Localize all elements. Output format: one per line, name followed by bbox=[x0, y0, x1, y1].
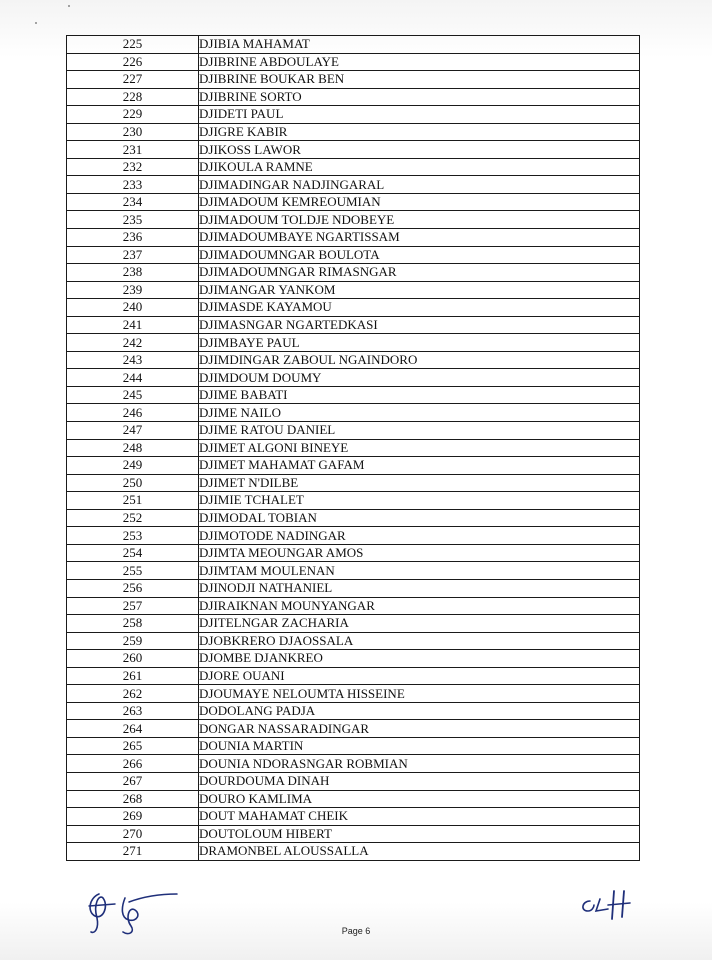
person-name: DJIBRINE SORTO bbox=[199, 88, 640, 106]
person-name: DOURDOUMA DINAH bbox=[199, 772, 640, 790]
table-row bbox=[67, 492, 640, 510]
row-number: 257 bbox=[67, 597, 199, 615]
person-name: DJIMADOUMNGAR RIMASNGAR bbox=[199, 264, 640, 282]
table-row bbox=[67, 404, 640, 422]
table-row bbox=[67, 474, 640, 492]
table-row bbox=[67, 36, 640, 54]
person-name: DJOBKRERO DJAOSSALA bbox=[199, 632, 640, 650]
table-row bbox=[67, 422, 640, 440]
row-number: 237 bbox=[67, 246, 199, 264]
row-number: 247 bbox=[67, 422, 199, 440]
person-name: DOUNIA NDORASNGAR ROBMIAN bbox=[199, 755, 640, 773]
row-number: 264 bbox=[67, 720, 199, 738]
row-number: 256 bbox=[67, 579, 199, 597]
person-name: DONGAR NASSARADINGAR bbox=[199, 720, 640, 738]
row-number: 229 bbox=[67, 106, 199, 124]
person-name: DJIME BABATI bbox=[199, 386, 640, 404]
row-number: 260 bbox=[67, 650, 199, 668]
person-name: DJIKOSS LAWOR bbox=[199, 141, 640, 159]
person-name: DJIMET MAHAMAT GAFAM bbox=[199, 457, 640, 475]
row-number: 252 bbox=[67, 509, 199, 527]
row-number: 238 bbox=[67, 264, 199, 282]
person-name: DJIMTA MEOUNGAR AMOS bbox=[199, 544, 640, 562]
table-row bbox=[67, 88, 640, 106]
row-number: 226 bbox=[67, 53, 199, 71]
person-name: DJIRAIKNAN MOUNYANGAR bbox=[199, 597, 640, 615]
table-row bbox=[67, 790, 640, 808]
person-name: DJINODJI NATHANIEL bbox=[199, 579, 640, 597]
person-name: DJIMADINGAR NADJINGARAL bbox=[199, 176, 640, 194]
table-row bbox=[67, 123, 640, 141]
person-name: DJIMASNGAR NGARTEDKASI bbox=[199, 316, 640, 334]
person-name: DJORE OUANI bbox=[199, 667, 640, 685]
table-row bbox=[67, 334, 640, 352]
table-row bbox=[67, 176, 640, 194]
person-name: DJIMOTODE NADINGAR bbox=[199, 527, 640, 545]
table-row bbox=[67, 562, 640, 580]
person-name: DJIMBAYE PAUL bbox=[199, 334, 640, 352]
table-row bbox=[67, 720, 640, 738]
table-row bbox=[67, 755, 640, 773]
table-row bbox=[67, 264, 640, 282]
table-row bbox=[67, 316, 640, 334]
person-name: DJOMBE DJANKREO bbox=[199, 650, 640, 668]
person-name: DJIMET ALGONI BINEYE bbox=[199, 439, 640, 457]
row-number: 263 bbox=[67, 702, 199, 720]
row-number: 258 bbox=[67, 615, 199, 633]
table-row bbox=[67, 650, 640, 668]
person-name: DOURO KAMLIMA bbox=[199, 790, 640, 808]
page-number: Page 6 bbox=[341, 926, 371, 936]
scan-speck bbox=[68, 5, 70, 7]
table-row bbox=[67, 579, 640, 597]
table-row bbox=[67, 386, 640, 404]
scan-speck bbox=[35, 22, 37, 24]
table-row bbox=[67, 71, 640, 89]
row-number: 239 bbox=[67, 281, 199, 299]
table-row bbox=[67, 246, 640, 264]
person-name: DJIGRE KABIR bbox=[199, 123, 640, 141]
row-number: 236 bbox=[67, 229, 199, 247]
person-name: DJIMDINGAR ZABOUL NGAINDORO bbox=[199, 351, 640, 369]
row-number: 241 bbox=[67, 316, 199, 334]
person-name: DODOLANG PADJA bbox=[199, 702, 640, 720]
person-name: DOUNIA MARTIN bbox=[199, 737, 640, 755]
row-number: 266 bbox=[67, 755, 199, 773]
table-row bbox=[67, 702, 640, 720]
table-row bbox=[67, 299, 640, 317]
row-number: 253 bbox=[67, 527, 199, 545]
table-row bbox=[67, 53, 640, 71]
row-number: 231 bbox=[67, 141, 199, 159]
table-row bbox=[67, 597, 640, 615]
table-row bbox=[67, 158, 640, 176]
roster-table-body bbox=[67, 36, 640, 861]
person-name: DJIMADOUMNGAR BOULOTA bbox=[199, 246, 640, 264]
person-name: DJIMADOUMBAYE NGARTISSAM bbox=[199, 229, 640, 247]
row-number: 227 bbox=[67, 71, 199, 89]
row-number: 233 bbox=[67, 176, 199, 194]
table-row bbox=[67, 229, 640, 247]
table-row bbox=[67, 509, 640, 527]
row-number: 250 bbox=[67, 474, 199, 492]
table-row bbox=[67, 632, 640, 650]
person-name: DJIMADOUM TOLDJE NDOBEYE bbox=[199, 211, 640, 229]
table-row bbox=[67, 527, 640, 545]
table-row bbox=[67, 281, 640, 299]
roster-table bbox=[66, 35, 640, 861]
person-name: DJIMIE TCHALET bbox=[199, 492, 640, 510]
table-row bbox=[67, 685, 640, 703]
table-row bbox=[67, 369, 640, 387]
row-number: 268 bbox=[67, 790, 199, 808]
row-number: 234 bbox=[67, 193, 199, 211]
table-row bbox=[67, 351, 640, 369]
person-name: DJIMTAM MOULENAN bbox=[199, 562, 640, 580]
row-number: 262 bbox=[67, 685, 199, 703]
row-number: 267 bbox=[67, 772, 199, 790]
table-row bbox=[67, 439, 640, 457]
person-name: DJITELNGAR ZACHARIA bbox=[199, 615, 640, 633]
row-number: 235 bbox=[67, 211, 199, 229]
table-row bbox=[67, 141, 640, 159]
person-name: DJIDETI PAUL bbox=[199, 106, 640, 124]
table-row bbox=[67, 544, 640, 562]
row-number: 225 bbox=[67, 36, 199, 54]
table-row bbox=[67, 667, 640, 685]
person-name: DJIBIA MAHAMAT bbox=[199, 36, 640, 54]
row-number: 270 bbox=[67, 825, 199, 843]
person-name: DJIMDOUM DOUMY bbox=[199, 369, 640, 387]
table-row bbox=[67, 193, 640, 211]
row-number: 228 bbox=[67, 88, 199, 106]
person-name: DJOUMAYE NELOUMTA HISSEINE bbox=[199, 685, 640, 703]
person-name: DOUTOLOUM HIBERT bbox=[199, 825, 640, 843]
row-number: 244 bbox=[67, 369, 199, 387]
table-row bbox=[67, 737, 640, 755]
person-name: DJIKOULA RAMNE bbox=[199, 158, 640, 176]
person-name: DJIMASDE KAYAMOU bbox=[199, 299, 640, 317]
row-number: 245 bbox=[67, 386, 199, 404]
row-number: 269 bbox=[67, 808, 199, 826]
row-number: 271 bbox=[67, 843, 199, 861]
person-name: DJIMANGAR YANKOM bbox=[199, 281, 640, 299]
row-number: 240 bbox=[67, 299, 199, 317]
row-number: 249 bbox=[67, 457, 199, 475]
row-number: 246 bbox=[67, 404, 199, 422]
table-row bbox=[67, 772, 640, 790]
table-row bbox=[67, 211, 640, 229]
row-number: 248 bbox=[67, 439, 199, 457]
table-row bbox=[67, 457, 640, 475]
person-name: DJIBRINE ABDOULAYE bbox=[199, 53, 640, 71]
row-number: 243 bbox=[67, 351, 199, 369]
row-number: 255 bbox=[67, 562, 199, 580]
row-number: 261 bbox=[67, 667, 199, 685]
person-name: DOUT MAHAMAT CHEIK bbox=[199, 808, 640, 826]
person-name: DJIMET N'DILBE bbox=[199, 474, 640, 492]
row-number: 254 bbox=[67, 544, 199, 562]
person-name: DJIMODAL TOBIAN bbox=[199, 509, 640, 527]
handwritten-initials-icon bbox=[578, 887, 638, 923]
table-row bbox=[67, 106, 640, 124]
person-name: DJIBRINE BOUKAR BEN bbox=[199, 71, 640, 89]
row-number: 265 bbox=[67, 737, 199, 755]
person-name: DRAMONBEL ALOUSSALLA bbox=[199, 843, 640, 861]
table-row bbox=[67, 615, 640, 633]
row-number: 259 bbox=[67, 632, 199, 650]
row-number: 251 bbox=[67, 492, 199, 510]
row-number: 230 bbox=[67, 123, 199, 141]
person-name: DJIMADOUM KEMREOUMIAN bbox=[199, 193, 640, 211]
table-row bbox=[67, 843, 640, 861]
person-name: DJIME NAILO bbox=[199, 404, 640, 422]
table-row bbox=[67, 825, 640, 843]
person-name: DJIME RATOU DANIEL bbox=[199, 422, 640, 440]
table-row bbox=[67, 808, 640, 826]
row-number: 242 bbox=[67, 334, 199, 352]
row-number: 232 bbox=[67, 158, 199, 176]
